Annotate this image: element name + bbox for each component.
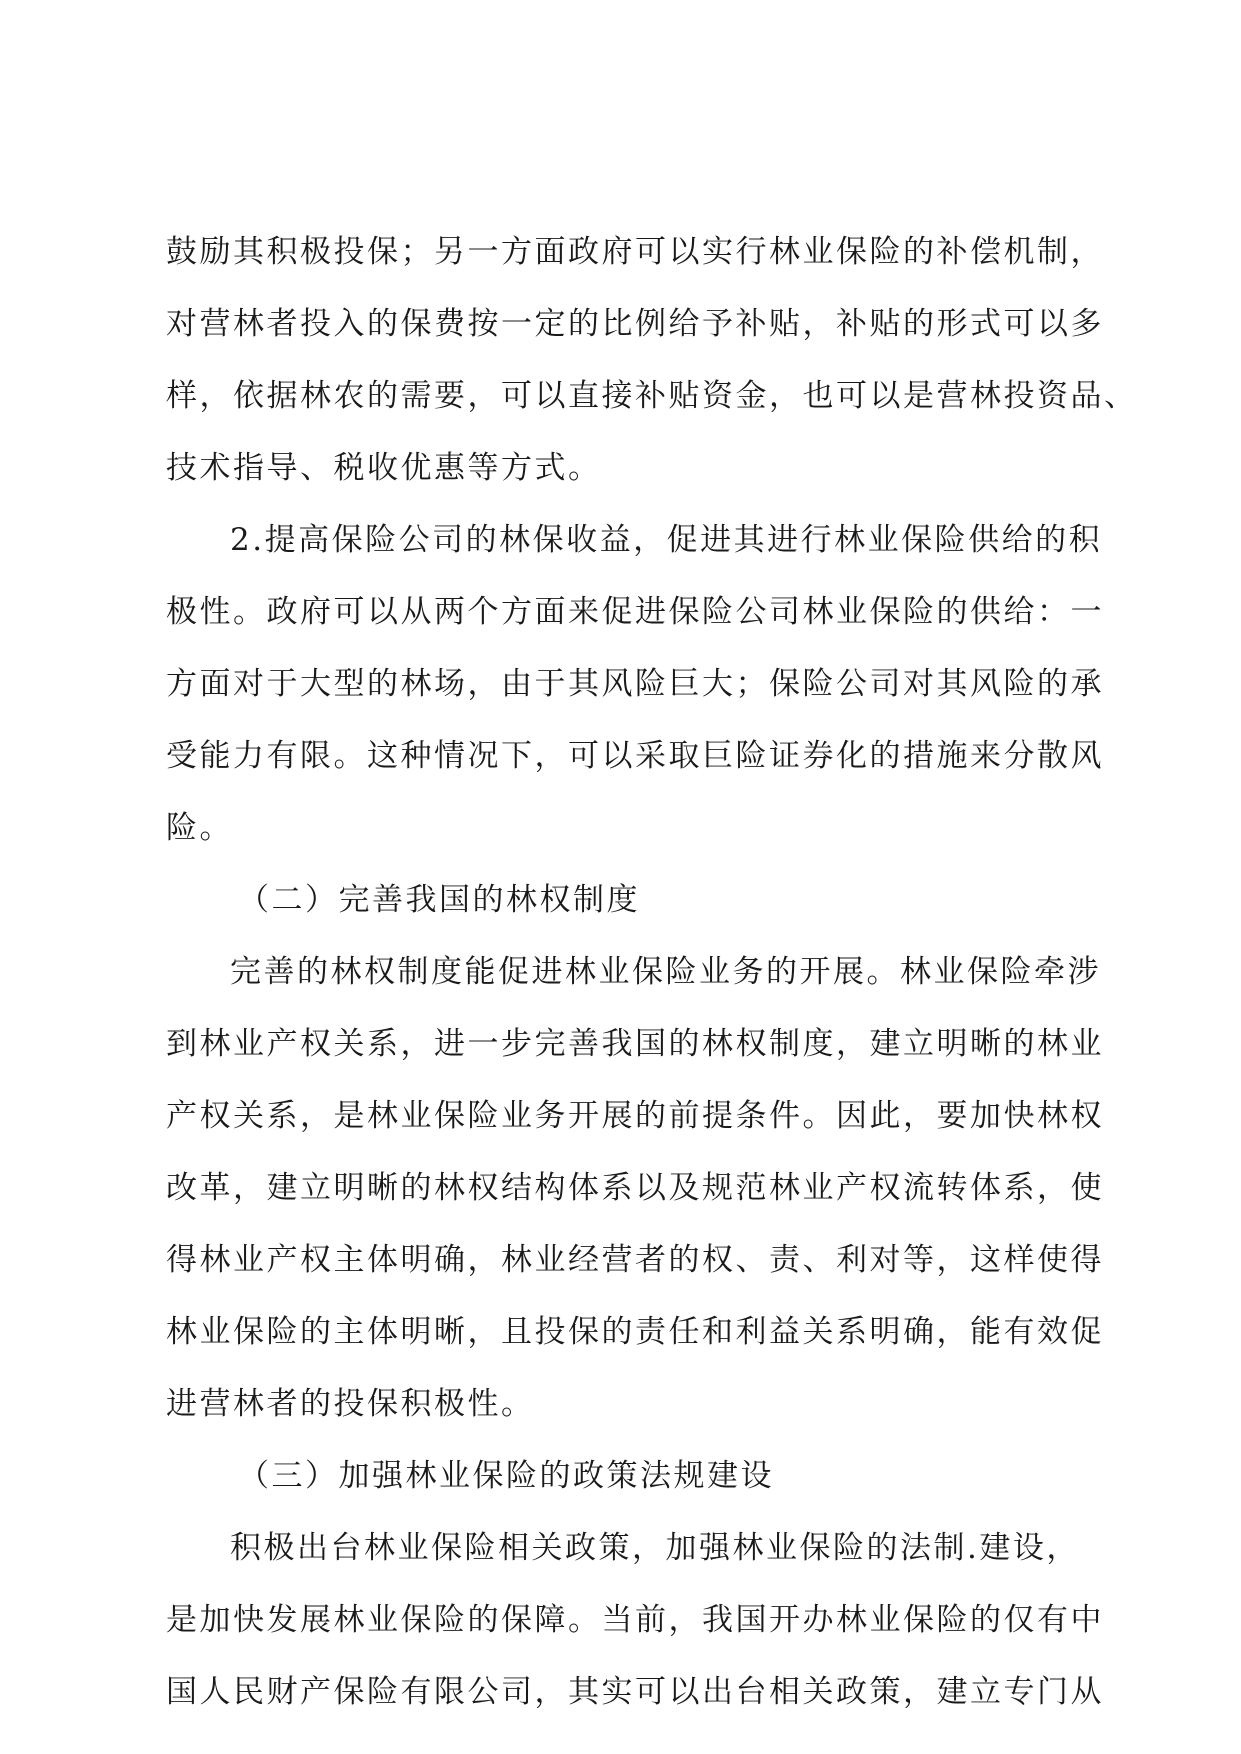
- text-line: 改革，建立明晰的林权结构体系以及规范林业产权流转体系，使: [166, 1170, 1104, 1206]
- text-line: 完善的林权制度能促进林业保险业务的开展。林业保险牵涉: [230, 954, 1101, 990]
- text-line: 鼓励其积极投保；另一方面政府可以实行林业保险的补偿机制，: [166, 234, 1104, 270]
- text-line: 技术指导、税收优惠等方式。: [166, 450, 602, 486]
- text-line: 险。: [166, 810, 233, 846]
- text-line: 产权关系，是林业保险业务开展的前提条件。因此，要加快林权: [166, 1098, 1104, 1134]
- text-line: 对营林者投入的保费按一定的比例给予补贴，补贴的形式可以多: [166, 306, 1104, 342]
- text-line: 进营林者的投保积极性。: [166, 1386, 535, 1422]
- text-line: 积极出台林业保险相关政策，加强林业保险的法制.建设，: [230, 1530, 1080, 1566]
- section-heading: （三）加强林业保险的政策法规建设: [238, 1458, 774, 1494]
- text-line: 是加快发展林业保险的保障。当前，我国开办林业保险的仅有中: [166, 1602, 1104, 1638]
- text-line: 到林业产权关系，进一步完善我国的林权制度，建立明晰的林业: [166, 1026, 1104, 1062]
- text-line: 方面对于大型的林场，由于其风险巨大；保险公司对其风险的承: [166, 666, 1104, 702]
- text-line: 极性。政府可以从两个方面来促进保险公司林业保险的供给：一: [166, 594, 1104, 630]
- section-heading: （二）完善我国的林权制度: [238, 882, 640, 918]
- text-line: 国人民财产保险有限公司，其实可以出台相关政策，建立专门从: [166, 1674, 1104, 1710]
- text-line: 林业保险的主体明晰，且投保的责任和利益关系明确，能有效促: [166, 1314, 1104, 1350]
- text-line: 2.提高保险公司的林保收益，促进其进行林业保险供给的积: [230, 522, 1103, 558]
- text-line: 受能力有限。这种情况下，可以采取巨险证券化的措施来分散风: [166, 738, 1104, 774]
- text-line: 得林业产权主体明确，林业经营者的权、责、利对等，这样使得: [166, 1242, 1104, 1278]
- text-line: 样，依据林农的需要，可以直接补贴资金，也可以是营林投资品、: [166, 378, 1138, 414]
